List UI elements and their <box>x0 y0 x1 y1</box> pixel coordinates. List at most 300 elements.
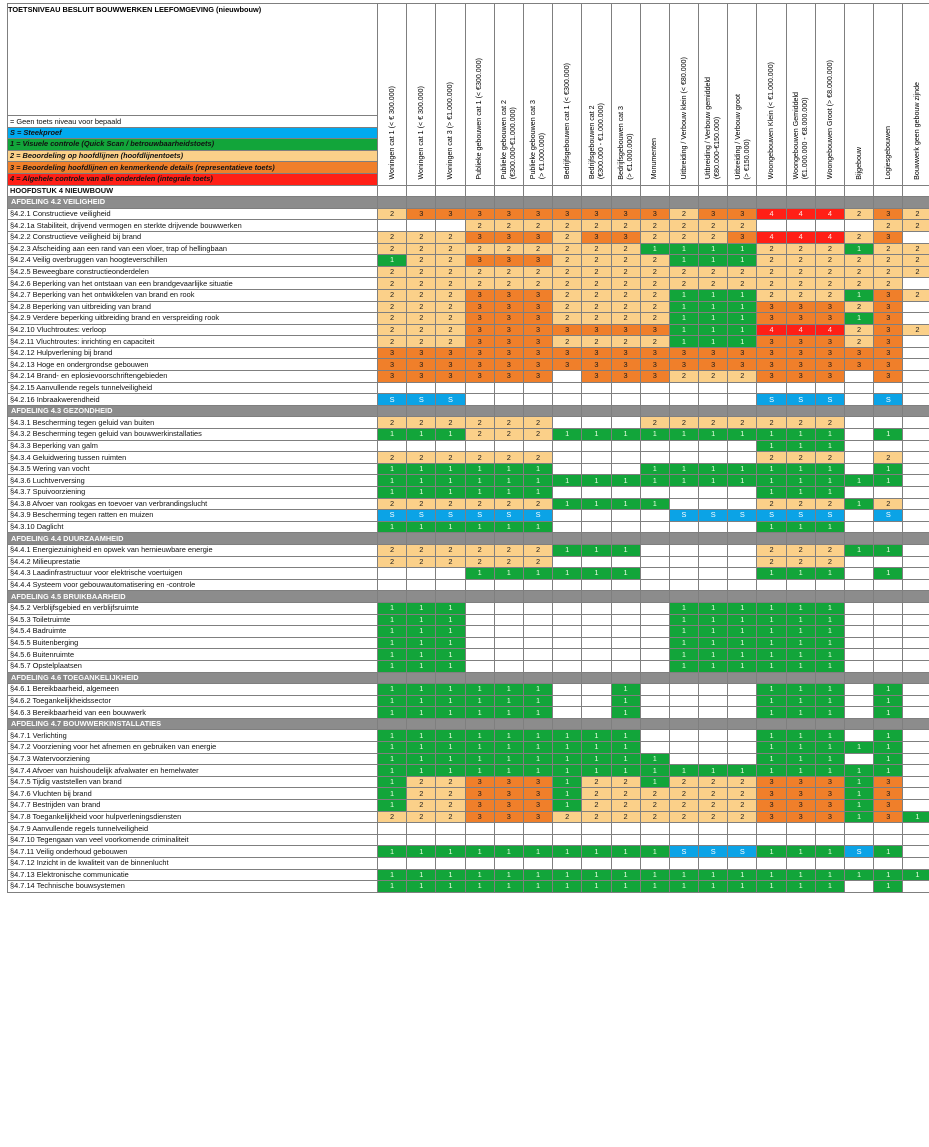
level-cell: 1 <box>786 568 815 580</box>
table-row <box>8 243 929 255</box>
table-row <box>8 417 929 429</box>
empty-cell <box>494 672 523 684</box>
level-cell: 1 <box>845 544 874 556</box>
level-cell: 1 <box>611 742 640 754</box>
empty-cell <box>786 672 815 684</box>
empty-cell <box>640 185 669 197</box>
level-cell: 2 <box>436 278 465 290</box>
empty-cell <box>465 405 494 417</box>
empty-cell <box>407 579 436 591</box>
empty-cell <box>728 440 757 452</box>
table-row <box>8 429 929 441</box>
empty-cell <box>845 382 874 394</box>
level-cell: 2 <box>436 544 465 556</box>
level-cell: 1 <box>699 637 728 649</box>
empty-cell <box>436 382 465 394</box>
level-cell: 1 <box>728 602 757 614</box>
level-cell: 1 <box>669 649 698 661</box>
empty-cell <box>378 568 407 580</box>
empty-cell <box>640 637 669 649</box>
row-label: §4.2.10 Vluchtroutes: verloop <box>8 324 378 336</box>
empty-cell <box>728 556 757 568</box>
level-cell: 2 <box>699 220 728 232</box>
empty-cell <box>494 718 523 730</box>
empty-cell <box>553 185 582 197</box>
level-cell: 1 <box>378 463 407 475</box>
empty-cell <box>553 405 582 417</box>
level-cell: 1 <box>845 313 874 325</box>
level-cell: 1 <box>582 753 611 765</box>
level-cell: 2 <box>728 788 757 800</box>
empty-cell <box>494 533 523 545</box>
level-cell: 1 <box>378 765 407 777</box>
empty-cell <box>465 579 494 591</box>
column-header-line: (€300.000 - €1.000.000) <box>596 103 605 180</box>
empty-cell <box>669 568 698 580</box>
empty-cell <box>699 556 728 568</box>
row-label: §4.7.10 Tegengaan van veel voorkomende criminaliteit <box>8 834 378 846</box>
empty-cell <box>640 684 669 696</box>
empty-cell <box>757 220 786 232</box>
level-cell: S <box>757 394 786 406</box>
level-cell: 1 <box>553 788 582 800</box>
level-cell: 3 <box>523 208 552 220</box>
empty-cell <box>845 185 874 197</box>
column-header-text <box>529 100 547 179</box>
level-cell: 2 <box>815 255 844 267</box>
level-cell: 2 <box>436 776 465 788</box>
level-cell: 1 <box>582 568 611 580</box>
level-cell: 1 <box>378 475 407 487</box>
level-cell: 2 <box>553 266 582 278</box>
empty-cell <box>582 695 611 707</box>
empty-cell <box>582 533 611 545</box>
level-cell: 3 <box>465 776 494 788</box>
empty-cell <box>728 394 757 406</box>
level-cell: 2 <box>436 289 465 301</box>
empty-cell <box>465 591 494 603</box>
level-cell: 3 <box>494 336 523 348</box>
level-cell: 4 <box>757 324 786 336</box>
table-row <box>8 660 929 672</box>
level-cell: 1 <box>874 684 903 696</box>
level-cell: 2 <box>582 800 611 812</box>
empty-cell <box>903 556 929 568</box>
column-header-line: (> €150.000) <box>742 139 751 180</box>
column-header-line: (> €1.000.000) <box>538 133 547 180</box>
row-label: §4.3.10 Daglicht <box>8 521 378 533</box>
empty-cell <box>465 626 494 638</box>
empty-cell <box>640 510 669 522</box>
level-cell: 1 <box>378 730 407 742</box>
empty-cell <box>465 660 494 672</box>
table-row <box>8 324 929 336</box>
empty-cell <box>640 579 669 591</box>
level-cell: 2 <box>669 788 698 800</box>
empty-cell <box>728 695 757 707</box>
empty-cell <box>669 591 698 603</box>
empty-cell <box>611 417 640 429</box>
table-row <box>8 602 929 614</box>
empty-cell <box>407 834 436 846</box>
level-cell: 2 <box>436 800 465 812</box>
empty-cell <box>757 579 786 591</box>
level-cell: 1 <box>407 649 436 661</box>
level-cell: 3 <box>815 301 844 313</box>
empty-cell <box>378 185 407 197</box>
empty-cell <box>669 521 698 533</box>
level-cell: 4 <box>757 208 786 220</box>
empty-cell <box>465 672 494 684</box>
level-cell: 2 <box>874 452 903 464</box>
empty-cell <box>903 544 929 556</box>
level-cell: 3 <box>494 811 523 823</box>
table-row <box>8 394 929 406</box>
level-cell: 2 <box>582 220 611 232</box>
empty-cell <box>640 544 669 556</box>
empty-cell <box>553 487 582 499</box>
level-cell: 3 <box>436 208 465 220</box>
level-cell: 3 <box>582 371 611 383</box>
level-cell: 2 <box>436 498 465 510</box>
level-cell: 2 <box>903 243 929 255</box>
level-cell: 1 <box>523 568 552 580</box>
empty-cell <box>815 672 844 684</box>
empty-cell <box>553 417 582 429</box>
row-label: §4.2.8 Beperking van uitbreiding van brand <box>8 301 378 313</box>
level-cell: 3 <box>728 347 757 359</box>
level-cell: 1 <box>815 846 844 858</box>
level-cell: 3 <box>786 800 815 812</box>
level-cell: 2 <box>611 800 640 812</box>
section-row <box>8 672 929 684</box>
level-cell: 3 <box>465 313 494 325</box>
empty-cell <box>611 834 640 846</box>
table-row <box>8 626 929 638</box>
empty-cell <box>728 730 757 742</box>
section-label: AFDELING 4.6 TOEGANKELIJKHEID <box>8 672 378 684</box>
table-row <box>8 359 929 371</box>
row-label: §4.7.4 Afvoer van huishoudelijk afvalwater en hemelwater <box>8 765 378 777</box>
column-header-text <box>680 57 689 179</box>
level-cell: 3 <box>874 336 903 348</box>
level-cell: 1 <box>553 429 582 441</box>
level-cell: 3 <box>757 359 786 371</box>
level-cell: 3 <box>728 359 757 371</box>
empty-cell <box>845 718 874 730</box>
level-cell: 1 <box>378 742 407 754</box>
level-cell: 3 <box>640 347 669 359</box>
level-cell: 1 <box>436 614 465 626</box>
level-cell: 1 <box>757 684 786 696</box>
level-cell: 1 <box>728 336 757 348</box>
empty-cell <box>378 440 407 452</box>
empty-cell <box>903 846 929 858</box>
level-cell: 1 <box>436 753 465 765</box>
empty-cell <box>699 823 728 835</box>
empty-cell <box>582 626 611 638</box>
level-cell: 1 <box>669 243 698 255</box>
column-header-text <box>588 103 606 179</box>
empty-cell <box>669 556 698 568</box>
level-cell: 1 <box>465 742 494 754</box>
level-cell: 3 <box>786 788 815 800</box>
level-cell: 2 <box>669 371 698 383</box>
row-label: §4.2.12 Hulpverlening bij brand <box>8 347 378 359</box>
level-cell: 2 <box>815 266 844 278</box>
empty-cell <box>553 394 582 406</box>
level-cell: 2 <box>436 324 465 336</box>
empty-cell <box>728 672 757 684</box>
empty-cell <box>903 533 929 545</box>
empty-cell <box>786 533 815 545</box>
column-header-line: Bedrijfsgebouwen cat 1 (< €300.000) <box>562 63 571 180</box>
level-cell: 1 <box>786 626 815 638</box>
empty-cell <box>903 776 929 788</box>
empty-cell <box>903 718 929 730</box>
level-cell: 2 <box>553 811 582 823</box>
level-cell: 2 <box>523 220 552 232</box>
empty-cell <box>874 197 903 209</box>
level-cell: 3 <box>874 231 903 243</box>
level-cell: 1 <box>611 684 640 696</box>
level-cell: 3 <box>611 231 640 243</box>
level-cell: 2 <box>728 417 757 429</box>
level-cell: 3 <box>786 336 815 348</box>
empty-cell <box>523 718 552 730</box>
empty-cell <box>611 452 640 464</box>
empty-cell <box>669 834 698 846</box>
empty-cell <box>845 521 874 533</box>
empty-cell <box>553 649 582 661</box>
empty-cell <box>845 881 874 893</box>
empty-cell <box>494 579 523 591</box>
level-cell: 2 <box>436 301 465 313</box>
level-cell: 1 <box>407 602 436 614</box>
empty-cell <box>669 742 698 754</box>
level-cell: 1 <box>728 243 757 255</box>
level-cell: 3 <box>523 788 552 800</box>
level-cell: 3 <box>757 811 786 823</box>
empty-cell <box>640 718 669 730</box>
level-cell: 1 <box>611 753 640 765</box>
level-cell: 1 <box>378 707 407 719</box>
level-cell: 2 <box>699 776 728 788</box>
table-row <box>8 313 929 325</box>
level-cell: 3 <box>640 324 669 336</box>
level-cell: S <box>699 510 728 522</box>
empty-cell <box>845 220 874 232</box>
empty-cell <box>699 394 728 406</box>
level-cell: 2 <box>494 429 523 441</box>
row-label: §4.7.8 Toegankelijkheid voor hulpverleningsdiensten <box>8 811 378 823</box>
level-cell: 1 <box>640 753 669 765</box>
level-cell: 3 <box>757 301 786 313</box>
column-header-line: Publieke gebouwen cat 3 <box>529 100 538 180</box>
level-cell: 2 <box>874 255 903 267</box>
empty-cell <box>845 533 874 545</box>
row-label: §4.2.4 Veilig overbruggen van hoogteverschillen <box>8 255 378 267</box>
column-header-line: Woongebouwen Klein (< €1.000.000) <box>767 62 776 180</box>
empty-cell <box>553 672 582 684</box>
level-cell: 1 <box>436 475 465 487</box>
empty-cell <box>845 707 874 719</box>
level-cell: 1 <box>465 568 494 580</box>
level-cell: 1 <box>669 429 698 441</box>
empty-cell <box>699 858 728 870</box>
empty-cell <box>845 672 874 684</box>
level-cell: 1 <box>728 429 757 441</box>
section-row <box>8 591 929 603</box>
level-cell: 1 <box>786 765 815 777</box>
level-cell: 1 <box>874 568 903 580</box>
level-cell: 1 <box>786 753 815 765</box>
level-cell: 3 <box>494 359 523 371</box>
empty-cell <box>465 602 494 614</box>
level-cell: 1 <box>874 707 903 719</box>
table-row <box>8 568 929 580</box>
level-cell: 3 <box>378 371 407 383</box>
empty-cell <box>845 695 874 707</box>
table-row <box>8 463 929 475</box>
level-cell: 3 <box>669 359 698 371</box>
level-cell: 2 <box>465 429 494 441</box>
level-cell: 3 <box>494 208 523 220</box>
empty-cell <box>903 347 929 359</box>
level-cell: 1 <box>757 660 786 672</box>
table-row <box>8 579 929 591</box>
table-row <box>8 371 929 383</box>
empty-cell <box>874 440 903 452</box>
column-header-text <box>767 62 776 179</box>
empty-cell <box>845 463 874 475</box>
empty-cell <box>553 463 582 475</box>
level-cell: 2 <box>786 498 815 510</box>
empty-cell <box>728 185 757 197</box>
level-cell: 2 <box>436 266 465 278</box>
empty-cell <box>553 452 582 464</box>
level-cell: S <box>874 510 903 522</box>
empty-cell <box>582 660 611 672</box>
empty-cell <box>845 649 874 661</box>
level-cell: 3 <box>436 371 465 383</box>
empty-cell <box>523 823 552 835</box>
table-row <box>8 858 929 870</box>
level-cell: 1 <box>786 846 815 858</box>
level-cell: 2 <box>436 231 465 243</box>
empty-cell <box>699 707 728 719</box>
level-cell: 2 <box>699 266 728 278</box>
level-cell: 3 <box>611 347 640 359</box>
empty-cell <box>669 185 698 197</box>
level-cell: 1 <box>757 753 786 765</box>
chapter-row <box>8 185 929 197</box>
level-cell: 1 <box>757 487 786 499</box>
level-cell: 1 <box>465 695 494 707</box>
empty-cell <box>611 858 640 870</box>
level-cell: 1 <box>786 707 815 719</box>
level-cell: 1 <box>494 765 523 777</box>
empty-cell <box>903 695 929 707</box>
empty-cell <box>874 556 903 568</box>
level-cell: 1 <box>669 289 698 301</box>
empty-cell <box>845 591 874 603</box>
level-cell: 3 <box>874 776 903 788</box>
empty-cell <box>845 660 874 672</box>
level-cell: 2 <box>815 278 844 290</box>
empty-cell <box>699 568 728 580</box>
empty-cell <box>553 637 582 649</box>
row-label: §4.2.1a Stabiliteit, drijvend vermogen en sterkte drijvende bouwwerken <box>8 220 378 232</box>
section-label: AFDELING 4.5 BRUIKBAARHEID <box>8 591 378 603</box>
empty-cell <box>728 533 757 545</box>
column-header-line: Woningen cat 1 (< € 300.000) <box>387 86 396 180</box>
row-label: §4.7.13 Elektronische communicatie <box>8 869 378 881</box>
level-cell: 1 <box>699 313 728 325</box>
level-cell: 2 <box>494 417 523 429</box>
level-cell: 1 <box>845 498 874 510</box>
level-cell: 3 <box>786 371 815 383</box>
level-cell: 1 <box>407 660 436 672</box>
empty-cell <box>436 672 465 684</box>
level-cell: 2 <box>845 336 874 348</box>
empty-cell <box>640 556 669 568</box>
column-header <box>640 4 669 186</box>
level-cell: 3 <box>699 359 728 371</box>
level-cell: 3 <box>757 800 786 812</box>
level-cell: 2 <box>903 208 929 220</box>
empty-cell <box>378 220 407 232</box>
empty-cell <box>582 707 611 719</box>
empty-cell <box>523 672 552 684</box>
empty-cell <box>465 649 494 661</box>
level-cell: 1 <box>757 846 786 858</box>
level-cell: S <box>378 394 407 406</box>
level-cell: 1 <box>815 626 844 638</box>
row-label: §4.7.5 Tijdig vaststellen van brand <box>8 776 378 788</box>
empty-cell <box>553 626 582 638</box>
empty-cell <box>640 382 669 394</box>
empty-cell <box>611 626 640 638</box>
row-label: §4.3.4 Geluidwering tussen ruimten <box>8 452 378 464</box>
level-cell: 1 <box>553 568 582 580</box>
empty-cell <box>699 718 728 730</box>
level-cell: 1 <box>407 614 436 626</box>
level-cell: S <box>669 510 698 522</box>
level-cell: 3 <box>757 347 786 359</box>
empty-cell <box>903 197 929 209</box>
level-cell: 3 <box>757 371 786 383</box>
level-cell: 1 <box>728 626 757 638</box>
level-cell: 2 <box>640 336 669 348</box>
level-cell: 1 <box>553 730 582 742</box>
level-cell: 1 <box>465 730 494 742</box>
level-cell: 1 <box>757 730 786 742</box>
level-cell: 2 <box>523 417 552 429</box>
empty-cell <box>640 672 669 684</box>
empty-cell <box>903 823 929 835</box>
empty-cell <box>553 718 582 730</box>
level-cell: 1 <box>699 463 728 475</box>
level-cell: 2 <box>699 800 728 812</box>
level-cell: 1 <box>815 440 844 452</box>
empty-cell <box>582 197 611 209</box>
empty-cell <box>815 220 844 232</box>
level-cell: 1 <box>640 243 669 255</box>
level-cell: S <box>699 846 728 858</box>
table-row <box>8 869 929 881</box>
empty-cell <box>640 660 669 672</box>
